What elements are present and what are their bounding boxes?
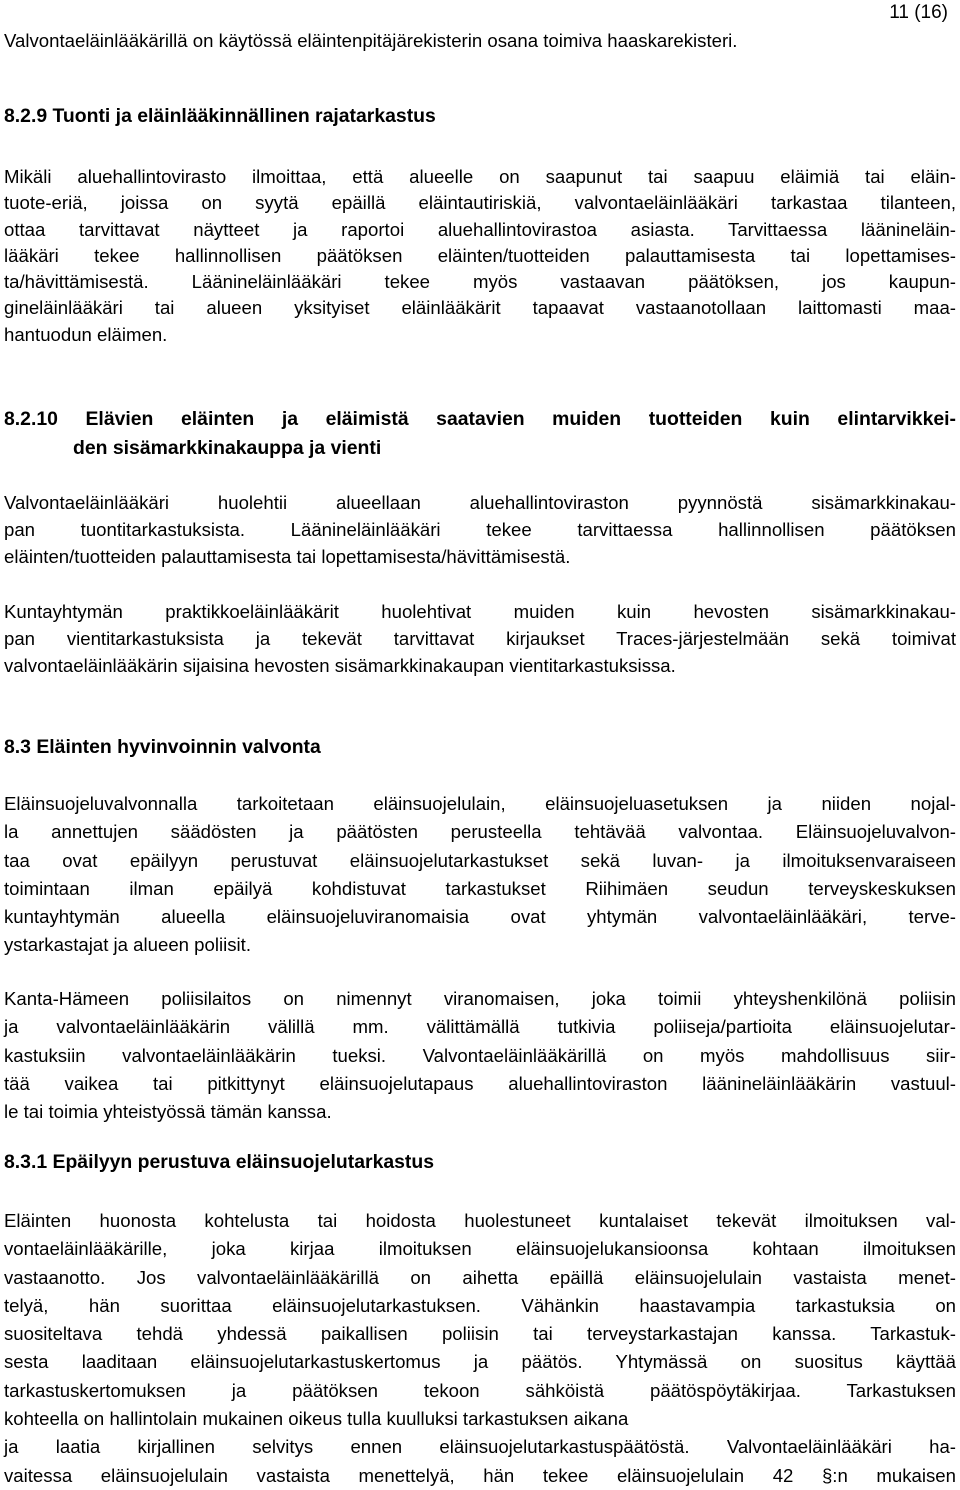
text-line: ottaa tarvittavat näytteet ja raportoi aluehallintovirastoa asiasta. Tarvittaessa läänineläin- (4, 218, 956, 240)
page-number: 11 (16) (889, 2, 948, 23)
text-line: Kanta-Hämeen poliisilaitos on nimennyt viranomaisen, joka toimii yhteyshenkilönä poliisin (4, 988, 956, 1009)
paragraph-8-2-10-1 (4, 489, 956, 570)
text-line: eläinten/tuotteiden palauttamisesta tai lopettamisesta/hävittämisestä. (4, 546, 571, 568)
section-heading-8-2-9 (4, 102, 956, 131)
section-heading-8-3-1 (4, 1148, 956, 1177)
heading-line: 8.3.1 Epäilyyn perustuva eläinsuojelutarkastus (4, 1151, 435, 1173)
text-line: ta/hävittämisestä. Läänineläinlääkäri tekee myös vastaavan päätöksen, jos kaupun- (4, 271, 956, 293)
text-line: hantuodun eläimen. (4, 323, 168, 345)
text-line: Valvontaeläinlääkärillä on käytössä eläintenpitäjärekisterin osana toimiva haaskarekisteri. (4, 30, 738, 51)
text-line: vontaeläinlääkärille, joka kirjaa ilmoituksen eläinsuojelukansioonsa kohtaan ilmoituksen (4, 1238, 956, 1260)
text-line: tuote-eriä, joissa on syytä epäillä eläintautiriskiä, valvontaeläinlääkäri tarkastaa tilanteen, (4, 192, 956, 214)
text-line: Eläinten huonosta kohtelusta tai hoidosta huolestuneet kuntalaiset tekevät ilmoituksen val- (4, 1210, 956, 1231)
text-line: ja valvontaeläinlääkärin välillä mm. välittämällä tutkivia poliiseja/partioita eläinsuojelutar- (4, 1016, 956, 1038)
header-text (4, 28, 956, 54)
text-line: gineläinlääkäri tai alueen yksityiset eläinlääkärit tapaavat vastaanotollaan laittomasti maa- (4, 297, 956, 319)
text-line: le tai toimia yhteistyössä tämän kanssa. (4, 1101, 332, 1123)
text-line: vastaanotto. Jos valvontaeläinlääkärillä on aihetta epäillä eläinsuojelulain vastaista menet- (4, 1266, 956, 1288)
text-line: ja laatia kirjallinen selvitys ennen eläinsuojelutarkastuspäätöstä. Valvontaeläinlääkäri ha- (4, 1436, 956, 1458)
heading-line: den sisämarkkinakauppa ja vienti (73, 437, 382, 459)
text-line: lääkäri tekee hallinnollisen päätöksen eläinten/tuotteiden palauttamisesta tai lopettamises- (4, 244, 956, 266)
paragraph-8-3-1-1 (4, 1207, 956, 1490)
text-line: Kuntayhtymän praktikkoeläinlääkärit huolehtivat muiden kuin hevosten sisämarkkinakau- (4, 601, 956, 622)
text-line: taa ovat epäilyyn perustuvat eläinsuojelutarkastukset sekä luvan- ja ilmoituksenvaraiseen (4, 849, 956, 871)
section-heading-8-3 (4, 733, 956, 762)
text-line: kastuksiin valvontaeläinlääkärin tueksi. Valvontaeläinlääkärillä on myös mahdollisuus siir- (4, 1044, 956, 1066)
text-line: valvontaeläinlääkärin sijaisina hevosten sisämarkkinakaupan vientitarkastuksissa. (4, 655, 676, 677)
heading-line: 8.2.9 Tuonti ja eläinlääkinnällinen rajatarkastus (4, 105, 436, 127)
text-line: telyä, hän suorittaa eläinsuojelutarkastuksen. Vähänkin haastavampia tarkastuksia on (4, 1294, 956, 1316)
text-line: Mikäli aluehallintovirasto ilmoittaa, että alueelle on saapunut tai saapuu eläimiä tai eläin- (4, 166, 956, 187)
text-line: pan tuontitarkastuksista. Läänineläinlääkäri tekee tarvittaessa hallinnollisen päätöksen (4, 519, 956, 541)
paragraph-8-3-1 (4, 790, 956, 960)
heading-line: 8.2.10 Elävien eläinten ja eläimistä saatavien muiden tuotteiden kuin elintarvikkei- (4, 408, 956, 430)
text-line: la annettujen säädösten ja päätösten perusteella tehtävää valvontaa. Eläinsuojeluvalvon- (4, 821, 956, 843)
paragraph-8-2-9-1 (4, 164, 956, 348)
text-line: Valvontaeläinlääkäri huolehtii alueellaan aluehallintoviraston pyynnöstä sisämarkkinakau- (4, 492, 956, 513)
text-line: tarkastuskertomuksen ja päätöksen tekoon sähköistä päätöspöytäkirjaa. Tarkastuksen (4, 1379, 956, 1401)
text-line: toimintaan ilman epäilyä kohdistuvat tarkastukset Riihimäen seudun terveyskeskuksen (4, 877, 956, 899)
text-line: sesta laaditaan eläinsuojelutarkastuskertomus ja päätös. Yhtymässä on suositus käyttää (4, 1351, 956, 1373)
text-line: suositeltava tehdä yhdessä paikallisen poliisin tai terveystarkastajan kanssa. Tarkastuk- (4, 1323, 956, 1345)
heading-line: 8.3 Eläinten hyvinvoinnin valvonta (4, 736, 321, 758)
paragraph-8-3-2 (4, 985, 956, 1126)
text-line: tää vaikea tai pitkittynyt eläinsuojelutapaus aluehallintoviraston läänineläinlääkärin vastuul- (4, 1072, 956, 1094)
text-line: pan vientitarkastuksista ja tekevät tarvittavat kirjaukset Traces-järjestelmään sekä toimivat (4, 628, 956, 650)
text-line: kuntayhtymän alueella eläinsuojeluviranomaisia ovat yhtymän valvontaeläinlääkäri, terve- (4, 906, 956, 928)
text-line: vaitessa eläinsuojelulain vastaista menettelyä, hän tekee eläinsuojelulain 42 §:n mukaisen (4, 1464, 956, 1486)
text-line: kohteella on hallintolain mukainen oikeus tulla kuulluksi tarkastuksen aikana (4, 1408, 629, 1430)
section-heading-8-2-10 (4, 405, 956, 463)
paragraph-8-2-10-2 (4, 598, 956, 679)
text-line: ystarkastajat ja alueen poliisit. (4, 934, 252, 956)
text-line: Eläinsuojeluvalvonnalla tarkoitetaan eläinsuojelulain, eläinsuojeluasetuksen ja niiden nojal- (4, 793, 956, 814)
